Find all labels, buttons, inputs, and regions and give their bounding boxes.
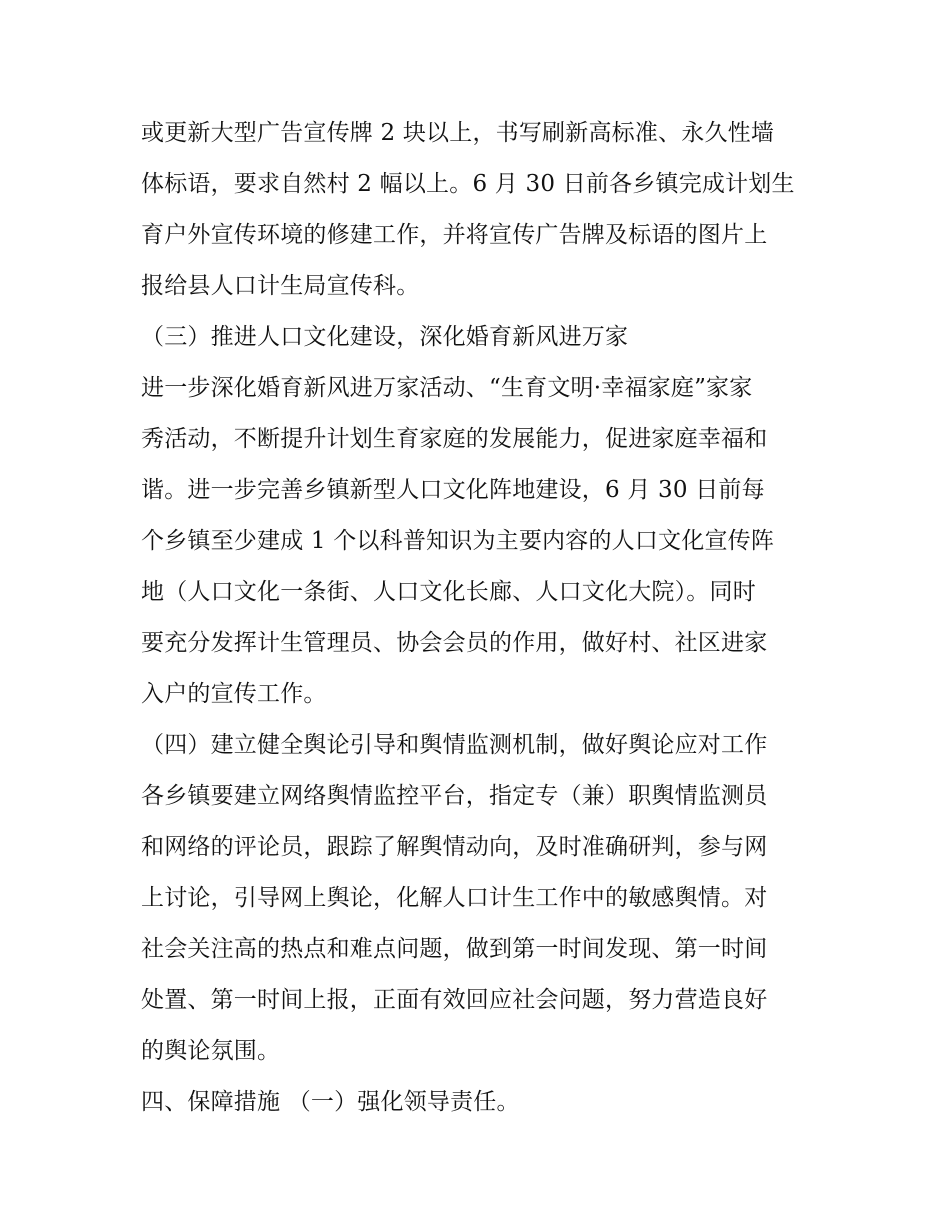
text-line: 各乡镇要建立网络舆情监控平台，指定专（兼）职舆情监测员 bbox=[141, 783, 768, 809]
document-body bbox=[141, 108, 821, 1128]
text-line: 要充分发挥计生管理员、协会会员的作用，做好村、社区进家 bbox=[141, 630, 768, 656]
section-heading: （三）推进人口文化建设，深化婚育新风进万家 bbox=[141, 324, 629, 350]
text-line: 进一步深化婚育新风进万家活动、“生育文明·幸福家庭”家家 bbox=[141, 375, 753, 401]
text-line: 地（人口文化一条街、人口文化长廊、人口文化大院）。同时 bbox=[141, 579, 756, 605]
text-line: 社会关注高的热点和难点问题，做到第一时间发现、第一时间 bbox=[141, 936, 768, 962]
text-line: 谐。进一步完善乡镇新型人口文化阵地建设，6 月 30 日前每 bbox=[141, 477, 765, 503]
text-line: 体标语，要求自然村 2 幅以上。6 月 30 日前各乡镇完成计划生 bbox=[141, 171, 795, 197]
text-line: 的舆论氛围。 bbox=[141, 1038, 281, 1064]
text-line: 上讨论，引导网上舆论，化解人口计生工作中的敏感舆情。对 bbox=[141, 885, 768, 911]
section-heading: （四）建立健全舆论引导和舆情监测机制，做好舆论应对工作 bbox=[141, 732, 768, 758]
text-line: 处置、第一时间上报，正面有效回应社会问题，努力营造良好 bbox=[141, 987, 768, 1013]
text-line: 秀活动，不断提升计划生育家庭的发展能力，促进家庭幸福和 bbox=[141, 426, 768, 452]
text-line: 个乡镇至少建成 1 个以科普知识为主要内容的人口文化宣传阵 bbox=[141, 528, 775, 554]
text-line: 和网络的评论员，跟踪了解舆情动向，及时准确研判，参与网 bbox=[141, 834, 768, 860]
text-line: 或更新大型广告宣传牌 2 块以上，书写刷新高标准、永久性墙 bbox=[141, 120, 775, 146]
section-heading: 四、保障措施 （一）强化领导责任。 bbox=[141, 1089, 520, 1115]
text-line: 入户的宣传工作。 bbox=[141, 681, 327, 707]
text-line: 育户外宣传环境的修建工作，并将宣传广告牌及标语的图片上 bbox=[141, 222, 768, 248]
text-line: 报给县人口计生局宣传科。 bbox=[141, 273, 420, 299]
